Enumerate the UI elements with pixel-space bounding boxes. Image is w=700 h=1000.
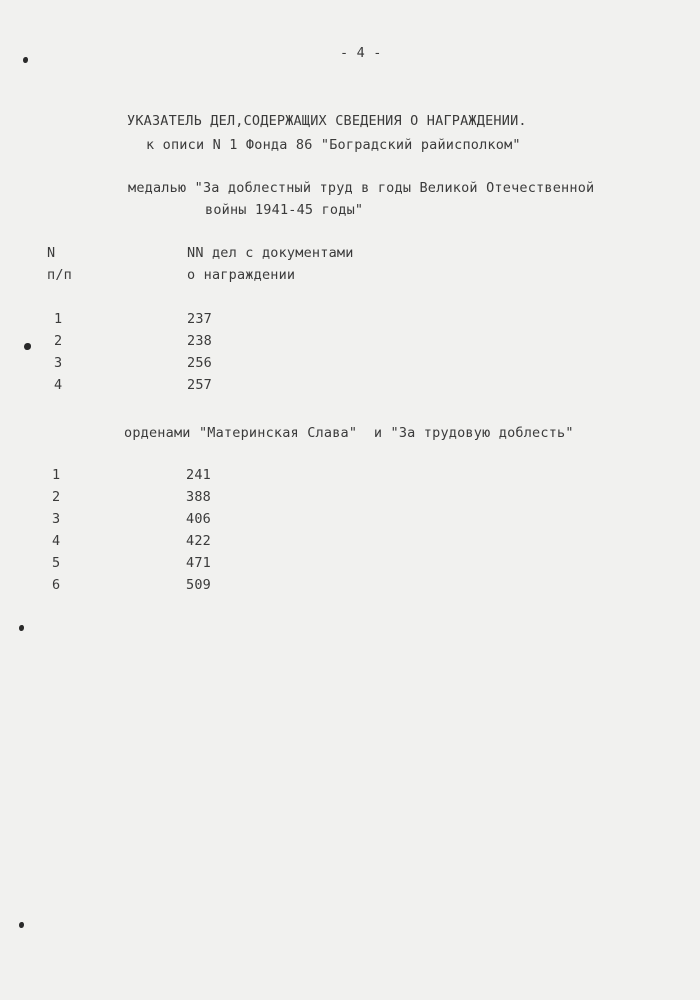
row-number: 6 xyxy=(52,577,61,593)
case-number: 237 xyxy=(187,311,212,327)
case-number: 509 xyxy=(186,577,211,593)
binder-hole-mark xyxy=(23,57,28,63)
column-header-number-sub: п/п xyxy=(47,267,72,283)
case-number: 388 xyxy=(186,489,211,505)
column-header-cases-sub: о награждении xyxy=(187,267,296,283)
section2-heading: орденами "Материнская Слава" и "За трудовую доблесть" xyxy=(124,425,574,441)
row-number: 1 xyxy=(52,467,61,483)
row-number: 5 xyxy=(52,555,61,571)
case-number: 256 xyxy=(187,355,212,371)
row-number: 4 xyxy=(54,377,63,393)
case-number: 238 xyxy=(187,333,212,349)
case-number: 257 xyxy=(187,377,212,393)
binder-hole-mark xyxy=(19,922,24,928)
row-number: 1 xyxy=(54,311,63,327)
row-number: 2 xyxy=(52,489,61,505)
row-number: 4 xyxy=(52,533,61,549)
section1-heading-line1: медалью "За доблестный труд в годы Великой Отечественной xyxy=(128,180,595,196)
row-number: 2 xyxy=(54,333,63,349)
binder-hole-mark xyxy=(19,625,24,631)
column-header-number: N xyxy=(47,245,56,261)
row-number: 3 xyxy=(52,511,61,527)
section1-heading-line2: войны 1941-45 годы" xyxy=(205,202,364,218)
document-title: УКАЗАТЕЛЬ ДЕЛ,СОДЕРЖАЩИХ СВЕДЕНИЯ О НАГРАЖДЕНИИ. xyxy=(127,113,527,129)
document-subtitle: к описи N 1 Фонда 86 "Боградский райисполком" xyxy=(146,137,521,153)
binder-hole-mark xyxy=(24,343,31,350)
case-number: 471 xyxy=(186,555,211,571)
column-header-cases: NN дел с документами xyxy=(187,245,354,261)
case-number: 241 xyxy=(186,467,211,483)
page-number: - 4 - xyxy=(340,45,382,61)
case-number: 422 xyxy=(186,533,211,549)
case-number: 406 xyxy=(186,511,211,527)
row-number: 3 xyxy=(54,355,63,371)
